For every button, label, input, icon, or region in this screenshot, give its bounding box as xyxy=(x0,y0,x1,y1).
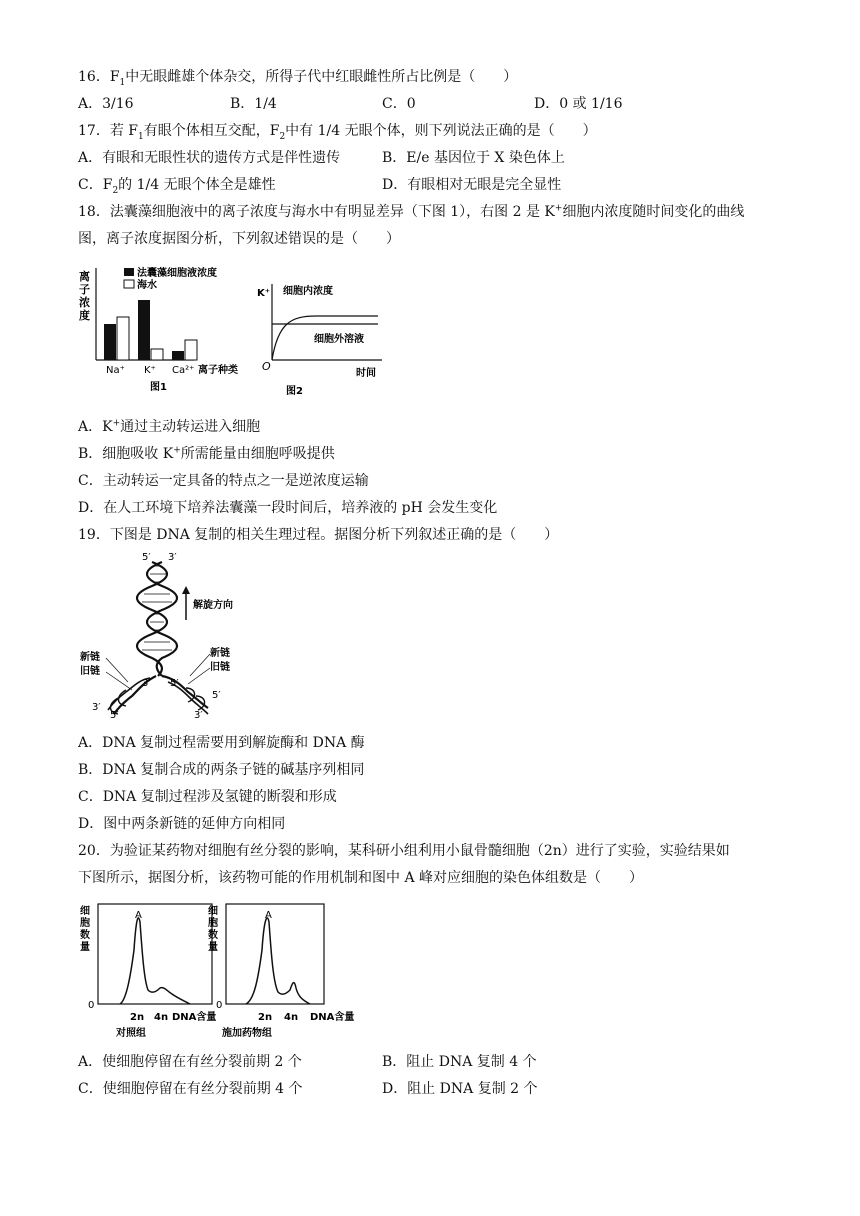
ctrl-ylabel-2: 数 xyxy=(80,930,90,941)
dna-bottom-left-5: 5′ xyxy=(110,710,119,720)
q16-stem: 16．$F_1$中无眼雌雄个体杂交，所得子代中红眼雌性所占比例是（ ） xyxy=(78,69,518,88)
dna-top-5: 5′ xyxy=(142,552,151,563)
q20-stem-line2: 下图所示，据图分析，该药物可能的作用机制和图中 A 峰对应细胞的染色体组数是（ ） xyxy=(78,870,644,886)
drug-caption: 施加药物组 xyxy=(222,1028,272,1039)
drug-tick-4n: 4n xyxy=(284,1012,299,1023)
dna-right-old-strand xyxy=(162,676,208,708)
fig1-bar-k-sea xyxy=(151,349,163,360)
q19-stem: 19．下图是 DNA 复制的相关生理过程。据图分析下列叙述正确的是（ ） xyxy=(78,527,559,543)
fig1-bar-ca-cell xyxy=(172,351,184,360)
dna-left-new-label: 新链 xyxy=(80,652,100,663)
fig1-bar-na-sea xyxy=(117,317,129,360)
drug-ylabel-3: 量 xyxy=(208,942,218,953)
ctrl-tick-4n: 4n xyxy=(154,1012,169,1023)
fig1-bar-k-cell xyxy=(138,300,150,360)
drug-histogram-curve xyxy=(246,918,310,1004)
fig2-origin: O xyxy=(262,360,271,373)
dna-mid-5: 5′ xyxy=(170,678,179,689)
fig1-legend-swatch-sea xyxy=(124,280,134,288)
ctrl-ylabel-3: 量 xyxy=(80,942,90,953)
fig1-cat-ca: Ca²⁺ xyxy=(172,365,195,376)
drug-frame xyxy=(226,904,324,1004)
dna-bottom-right-5: 5′ xyxy=(212,690,221,701)
fig1-bar-na-cell xyxy=(104,324,116,360)
q18-option-b: B．细胞吸收 K+所需能量由细胞呼吸提供 xyxy=(78,445,335,462)
drug-tick-2n: 2n xyxy=(258,1012,273,1023)
q20-figure-control xyxy=(78,900,218,1042)
fig1-ylabel-3: 度 xyxy=(79,309,90,322)
fig1-legend-swatch-cell xyxy=(124,268,134,276)
drug-ylabel-0: 细 xyxy=(208,906,218,917)
ctrl-histogram-curve xyxy=(120,918,190,1004)
q16-option-b: B．1/4 xyxy=(230,96,277,112)
q16-option-a: A．3/16 xyxy=(78,96,134,112)
drug-peak-label: A xyxy=(265,910,272,921)
ctrl-frame xyxy=(98,904,212,1004)
dna-bottom-left-3: 3′ xyxy=(92,702,101,713)
q20-option-c: C．使细胞停留在有丝分裂前期 4 个 xyxy=(78,1081,303,1097)
q20-figure-drug xyxy=(206,900,366,1042)
q19-option-a: A．DNA 复制过程需要用到解旋酶和 DNA 酶 xyxy=(78,735,365,751)
fig1-ylabel-1: 子 xyxy=(79,283,90,296)
q17-option-a: A．有眼和无眼性状的遗传方式是伴性遗传 xyxy=(78,150,341,166)
ctrl-ylabel-1: 胞 xyxy=(80,918,90,929)
dna-bottom-right-3: 3′ xyxy=(194,710,203,720)
q20-option-d: D．阻止 DNA 复制 2 个 xyxy=(382,1081,538,1097)
dna-mid-3: 3′ xyxy=(142,678,151,689)
q20-option-a: A．使细胞停留在有丝分裂前期 2 个 xyxy=(78,1054,302,1070)
unwind-arrowhead xyxy=(182,586,190,594)
fig1-legend-cell: 法囊藻细胞液浓度 xyxy=(137,268,217,279)
q19-option-d: D．图中两条新链的延伸方向相同 xyxy=(78,816,286,832)
q17-option-b: B．E/e 基因位于 X 染色体上 xyxy=(382,150,565,166)
fig1-bar-ca-sea xyxy=(185,340,197,360)
ctrl-tick-2n: 2n xyxy=(130,1012,145,1023)
q18-option-c: C．主动转运一定具备的特点之一是逆浓度运输 xyxy=(78,473,369,489)
dna-top-3: 3′ xyxy=(168,552,177,563)
ctrl-ylabel-0: 细 xyxy=(80,906,90,917)
fig1-cat-na: Na⁺ xyxy=(106,365,125,376)
drug-ylabel-1: 胞 xyxy=(208,918,218,929)
dna-left-old-label: 旧链 xyxy=(80,666,100,677)
q19-option-b: B．DNA 复制合成的两条子链的碱基序列相同 xyxy=(78,762,365,778)
ctrl-zero: 0 xyxy=(88,1000,95,1011)
dna-right-new-label: 新链 xyxy=(210,648,230,659)
q18-figure1 xyxy=(74,262,254,398)
q17-stem: 17．若 $F_1$有眼个体相互交配，$F_2$中有 1/4 无眼个体，则下列说法正确的是（ ） xyxy=(78,123,597,142)
ctrl-xlabel: DNA含量 xyxy=(172,1012,217,1023)
fig1-cat-k: K⁺ xyxy=(144,365,156,376)
q19-dna-figure xyxy=(78,548,248,720)
q18-option-a: A．K+通过主动转运进入细胞 xyxy=(78,418,261,435)
q19-option-c: C．DNA 复制过程涉及氢键的断裂和形成 xyxy=(78,789,337,805)
q20-option-b: B．阻止 DNA 复制 4 个 xyxy=(382,1054,537,1070)
fig2-curve2-label: 细胞外溶液 xyxy=(314,334,364,345)
fig2-caption: 图2 xyxy=(286,386,303,397)
fig1-ylabel-0: 离 xyxy=(79,270,90,283)
unwind-direction-label: 解旋方向 xyxy=(193,600,233,611)
dna-right-old-label: 旧链 xyxy=(210,662,230,673)
ctrl-peak-label: A xyxy=(135,910,142,921)
q18-figure2 xyxy=(256,278,392,400)
q18-option-d: D．在人工环境下培养法囊藻一段时间后，培养液的 pH 会发生变化 xyxy=(78,500,498,516)
ctrl-caption: 对照组 xyxy=(116,1028,146,1039)
drug-zero: 0 xyxy=(216,1000,223,1011)
q16-option-c: C．0 xyxy=(382,96,416,112)
fig2-xlabel: 时间 xyxy=(356,368,376,379)
q18-stem-line1: 18．法囊藻细胞液中的离子浓度与海水中有明显差异（下图 1），右图 2 是 K+细胞内浓度随时间变化的曲线 xyxy=(78,203,745,220)
fig2-ylabel: K⁺ xyxy=(257,288,271,299)
fig1-legend-sea: 海水 xyxy=(137,280,157,291)
q18-stem-line2: 图，离子浓度据图分析，下列叙述错误的是（ ） xyxy=(78,231,400,247)
q17-option-c: C．$F_2$的 1/4 无眼个体全是雄性 xyxy=(78,177,276,196)
fig1-caption: 图1 xyxy=(150,382,167,393)
fig1-ylabel-2: 浓 xyxy=(79,296,90,309)
q20-stem-line1: 20．为验证某药物对细胞有丝分裂的影响，某科研小组利用小鼠骨髓细胞（2n）进行了实验，实验结果如 xyxy=(78,843,730,859)
q17-option-d: D．有眼相对无眼是完全显性 xyxy=(382,177,562,193)
fig2-curve1-label: 细胞内浓度 xyxy=(283,286,333,297)
drug-xlabel: DNA含量 xyxy=(310,1012,355,1023)
drug-ylabel-2: 数 xyxy=(208,930,218,941)
fig1-xlabel: 离子种类 xyxy=(198,365,238,376)
q16-option-d: D．0 或 1/16 xyxy=(534,96,623,112)
